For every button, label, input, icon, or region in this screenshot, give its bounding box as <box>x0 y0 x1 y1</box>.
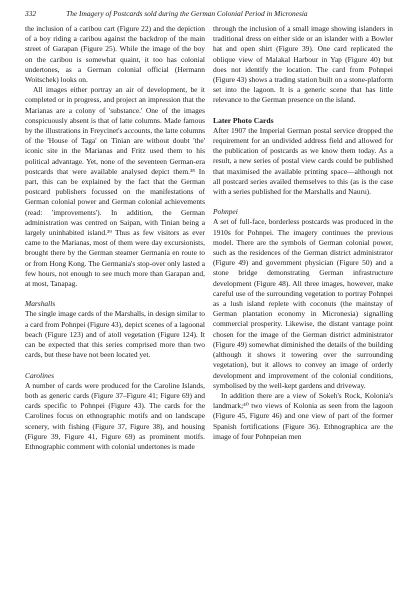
right-column <box>213 24 393 442</box>
page-number: 332 <box>25 8 37 18</box>
subheading-marshalls: Marshalls <box>25 299 56 309</box>
paragraph: the inclusion of a caribou cart (Figure 22) and the depiction of a boy riding a caribou against the backdrop of the main street of Garapan (Figure 25). While the image of the boy on the caribou is somewhat quaint, it too has colonial undertones, as a German colonial official (Hermann Woitschek) looks on. <box>25 24 205 85</box>
left-column <box>25 24 205 452</box>
section-heading-later-photo-cards: Later Photo Cards <box>213 115 274 125</box>
running-title: The Imagery of Postcards sold during the German Colonial Period in Micronesia <box>66 8 308 18</box>
subheading-pohnpei: Pohnpei <box>213 207 238 217</box>
paragraph: All images either portray an air of development, be it completed or in progress, and project an impression that the Marianas are a colony of 'substance.' One of the images conspicuously absent is that of latte columns. Made famous by the illustrations in Freycinet's accounts, the latte columns of the 'House of Taga' on Tinian are without doubt 'the' iconic site in the Marianas and Fritz used them to his political advantage. Yet, none of the seventeen German-era postcards that were available analysed depict them.³⁸ In part, this can be explained by the fact that the German postcard publishers focussed on the manifestations of German colonial power and German colonial achievements (read: 'improvements'). In addition, the German administration was centred on Saipan, with Tinian being a largely uninhabited island.³⁹ Thus as few visitors as ever came to the Marianas, most of them were day excursionists, brought there by the German steamer Germania en route to or from Hong Kong. The Germania's stop-over only lasted a few hours, not enough to see much more than Garapan and, at most, Tanapag. <box>25 85 205 289</box>
running-head <box>25 6 396 20</box>
paragraph: After 1907 the Imperial German postal service dropped the requirement for an undivided address field and allowed for the publication of postcards as we know them today. As a result, a new series of postal view cards could be published that maximised the available printing space—although not all postcard series availed themselves to this (as is the case with a series published for the Marshalls and Nauru). <box>213 125 393 197</box>
paragraph: A set of full-face, borderless postcards was produced in the 1910s for Pohnpei. The imagery continues the previous model. There are the symbols of German colonial power, such as the residences of the German district administrator (Figure 49) and government physician (Figure 50) and a stone bridge demonstrating German infrastructure development (Figure 48). All three images, however, make careful use of the surrounding vegetation to portray Pohnpei as a lush island replete with coconuts (the mainstay of German plantation economy in Micronesia) signalling commercial prosperity. Likewise, the distant vantage point chosen for the image of the German district administrator (Figure 49) somewhat diminished the details of the building (although it shows it towering over the surrounding vegetation), but it allows to convey an image of orderly development and improvement of the colonial conditions, symbolised by the well-kept gardens and driveway. <box>213 217 393 390</box>
paragraph: In addition there are a view of Sokeh's Rock, Kolonia's landmark;⁴⁰ two views of Kolonia as seen from the lagoon (Figure 45, Figure 46) and one view of part of the former Spanish fortifications (Figure 36). Ethnographica are the image of four Pohnpeian men <box>213 390 393 441</box>
paragraph: through the inclusion of a small image showing islanders in traditional dress on either side or an islander with a Bowler hat and open shirt (Figure 39). One card replicated the oblique view of Malakal Harbour in Yap (Figure 40) but does not identify the location. The card from Pohnpei (Figure 43) shows a trading station built on a stone-platform set into the lagoon. It is a generic scene that has little relevance to the German presence on the island. <box>213 24 393 105</box>
paragraph: The single image cards of the Marshalls, in design similar to a card from Pohnpei (Figure 43), depict scenes of a lagoonal beach (Figure 123) and of atoll vegetation (Figure 124). It can be expected that this series comprised more than two cards, but these have not been located yet. <box>25 309 205 360</box>
paragraph: A number of cards were produced for the Caroline Islands, both as generic cards (Figure 37–Figure 41; Figure 69) and cards specific to Pohnpei (Figure 43). The cards for the Carolines focus on ethnographic motifs and on landscape scenery, with fishing (Figure 37, Figure 38), and housing (Figure 39, Figure 41, Figure 69) as prominent motifs. Ethnographic comment with colonial undertones is made <box>25 380 205 451</box>
subheading-carolines: Carolines <box>25 370 55 380</box>
